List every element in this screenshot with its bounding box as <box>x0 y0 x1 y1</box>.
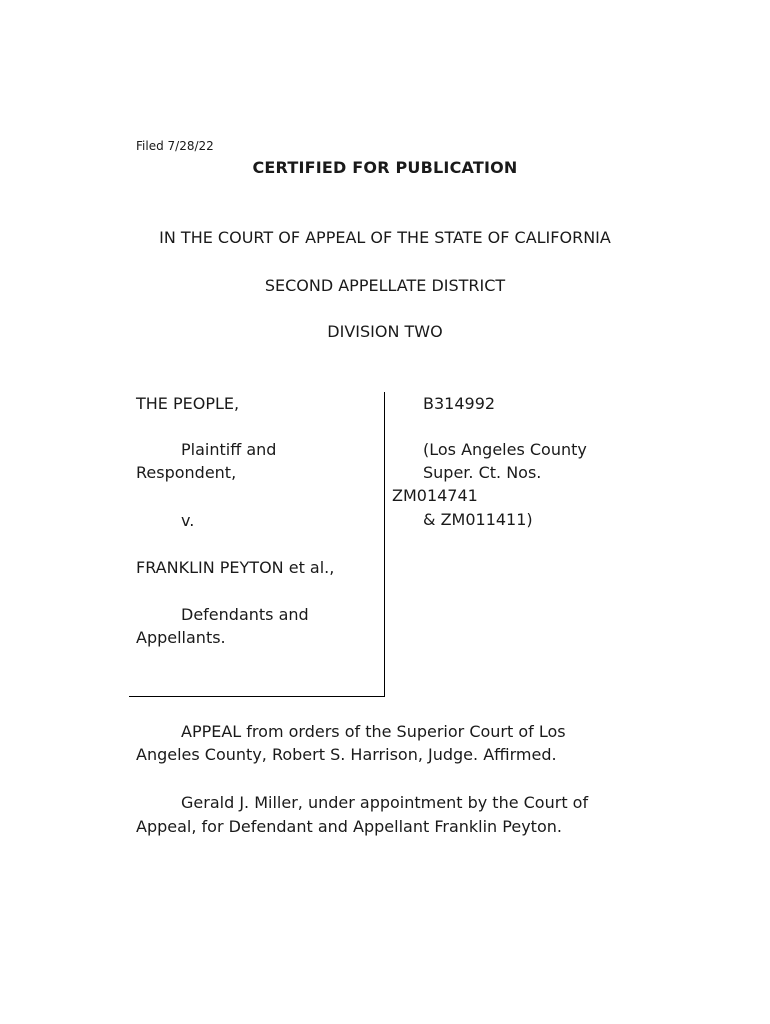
caption-vertical-rule <box>384 392 385 697</box>
defendant-role-line1: Defendants and <box>181 605 309 624</box>
defendant-name: FRANKLIN PEYTON et al., <box>136 558 335 577</box>
plaintiff-role-line2: Respondent, <box>136 463 237 482</box>
appeal-line1: APPEAL from orders of the Superior Court of Los <box>181 722 566 741</box>
case-number: B314992 <box>423 394 496 413</box>
caption-horizontal-rule <box>129 696 385 697</box>
plaintiff-role-line1: Plaintiff and <box>181 440 277 459</box>
appeal-line2: Angeles County, Robert S. Harrison, Judge. Affirmed. <box>136 745 557 764</box>
defendant-role-line2: Appellants. <box>136 628 226 647</box>
division-name: DIVISION TWO <box>327 322 443 341</box>
certified-heading: CERTIFIED FOR PUBLICATION <box>252 158 518 177</box>
county-line2: Super. Ct. Nos. <box>423 463 542 482</box>
county-line1: (Los Angeles County <box>423 440 587 459</box>
court-name: IN THE COURT OF APPEAL OF THE STATE OF CALIFORNIA <box>159 228 611 247</box>
county-line4: & ZM011411) <box>423 510 533 529</box>
versus-label: v. <box>181 511 195 530</box>
district-name: SECOND APPELLATE DISTRICT <box>264 276 506 295</box>
counsel-line1: Gerald J. Miller, under appointment by the Court of <box>181 793 589 812</box>
county-line3: ZM014741 <box>392 486 478 505</box>
counsel-line2: Appeal, for Defendant and Appellant Franklin Peyton. <box>136 817 562 836</box>
filed-date: Filed 7/28/22 <box>136 139 214 153</box>
plaintiff-name: THE PEOPLE, <box>136 394 240 413</box>
